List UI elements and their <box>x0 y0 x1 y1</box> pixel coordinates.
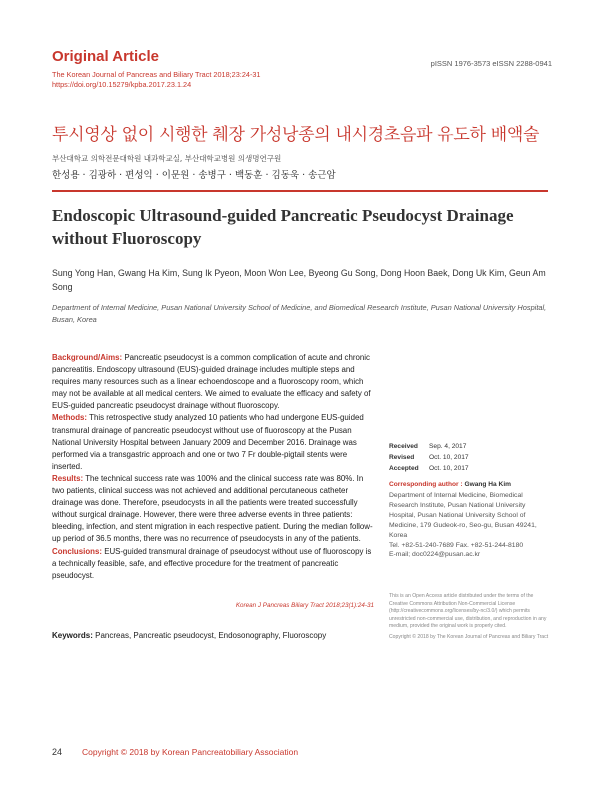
license-text: This is an Open Access article distributed under the terms of the Creative Commons Attribution Non-Commercial License (http://creativecommons.org/licenses/by-nc/3.0/) which permits unrestricted non-commercial use, distribution, and reproduction in any medium, provided the original work is properly cited. <box>389 593 547 630</box>
received-label: Received <box>389 443 418 450</box>
background-text: Pancreatic pseudocyst is a common complication of acute and chronic pancreatitis. Endoscopy ultrasound (EUS)-guided drainage includes multiple steps and requires many resources such as a linear echoendoscope and a fluoroscopy room, which may not be available at all medical centers. We aimed to evaluate the efficacy and safety of EUS-guided pancreatic pseudocyst drainage without fluoroscopy. <box>52 353 371 411</box>
corresponding-phone: Tel. +82-51-240-7689 Fax. +82-51-244-8180 <box>389 541 524 549</box>
corresponding-label: Corresponding author : <box>389 481 463 488</box>
accepted-label: Accepted <box>389 465 419 472</box>
issn: pISSN 1976-3573 eISSN 2288-0941 <box>430 59 552 68</box>
conclusions-text: EUS-guided transmural drainage of pseudocyst without use of fluoroscopy is a technically feasible, safe, and effective procedure for the treatment of pancreatic pseudocyst. <box>52 546 372 580</box>
corresponding-author-heading <box>389 481 511 488</box>
article-dates <box>389 441 469 474</box>
corresponding-author-details <box>389 491 549 560</box>
received-row <box>389 441 469 452</box>
accepted-row <box>389 463 469 474</box>
article-type: Original Article <box>52 48 159 65</box>
abstract-citation: Korean J Pancreas Biliary Tract 2018;23(1):24-31 <box>235 602 374 609</box>
corresponding-address: Department of Internal Medicine, Biomedical Research Institute, Pusan National University Hospital, Pusan National University School of Medicine, 179 Gudeok-ro, Seo-gu, Busan 49241, Korea <box>389 492 537 539</box>
korean-affiliation: 부산대학교 의학전문대학원 내과학교실, 부산대학교병원 의생명연구원 <box>52 154 282 163</box>
accepted-date: Oct. 10, 2017 <box>429 465 469 472</box>
background-label: Background/Aims: <box>52 353 123 362</box>
corresponding-email[interactable]: E-mail; doc0224@pusan.ac.kr <box>389 551 481 559</box>
english-affiliation: Department of Internal Medicine, Pusan National University School of Medicine, and Biomedical Research Institute, Pusan National University Hospital, Busan, Korea <box>52 303 547 324</box>
revised-row <box>389 452 469 463</box>
english-title: Endoscopic Ultrasound-guided Pancreatic Pseudocyst Drainage without Fluoroscopy <box>52 206 514 248</box>
keywords-label: Keywords: <box>52 631 93 640</box>
english-authors: Sung Yong Han, Gwang Ha Kim, Sung Ik Pyeon, Moon Won Lee, Byeong Gu Song, Dong Hoon Baek, Dong Uk Kim, Geun Am Song <box>52 268 546 292</box>
korean-authors: 한성용 · 김광하 · 편성익 · 이문원 · 송병구 · 백동훈 · 김동욱 · 송근암 <box>52 170 336 181</box>
abstract-conclusions <box>52 546 374 582</box>
methods-text: This retrospective study analyzed 10 patients who had undergone EUS-guided transmural drainage of pancreatic pseudocyst without use of fluoroscopy at the Pusan National University Hospital between January 2009 and December 2016. Drainage was performed via a transgastric approach and one or two 7 Fr double-pigtail stents were inserted. <box>52 413 364 471</box>
journal-copyright: Copyright © 2018 by The Korean Journal of Pancreas and Biliary Tract <box>389 634 549 640</box>
corresponding-name: Gwang Ha Kim <box>464 481 512 488</box>
footer-copyright: Copyright © 2018 by Korean Pancreatobiliary Association <box>82 747 299 757</box>
revised-label: Revised <box>389 454 415 461</box>
methods-label: Methods: <box>52 413 88 423</box>
received-date: Sep. 4, 2017 <box>429 443 467 450</box>
results-label: Results: <box>52 473 84 483</box>
keywords <box>52 631 382 640</box>
keywords-text: Pancreas, Pancreatic pseudocyst, Endosonography, Fluoroscopy <box>95 631 327 640</box>
abstract <box>52 352 374 582</box>
abstract-background <box>52 352 374 412</box>
doi-link[interactable]: https://doi.org/10.15279/kpba.2017.23.1.24 <box>52 80 192 89</box>
abstract-methods <box>52 412 374 472</box>
revised-date: Oct. 10, 2017 <box>429 454 469 461</box>
title-divider <box>52 190 548 192</box>
conclusions-label: Conclusions: <box>52 546 102 556</box>
abstract-results <box>52 473 374 546</box>
page-number: 24 <box>52 747 63 757</box>
journal-citation: The Korean Journal of Pancreas and Biliary Tract 2018;23:24-31 <box>52 70 261 79</box>
results-text: The technical success rate was 100% and the clinical success rate was 80%. In two patients, clinical success was not achieved and additional percutaneous catheter drainage was done. Therefore, pseudocysts in all the patients were treated successfully without surgical drainage. However, there were three adverse events in three patients: bleeding, infection, and stent migration in each respective patient. During the median follow-up period of 36.5 months, there was no recurrence of pseudocysts in any of the patients. <box>52 473 373 544</box>
korean-title: 투시영상 없이 시행한 췌장 가성낭종의 내시경초음파 유도하 배액술 <box>52 125 540 145</box>
